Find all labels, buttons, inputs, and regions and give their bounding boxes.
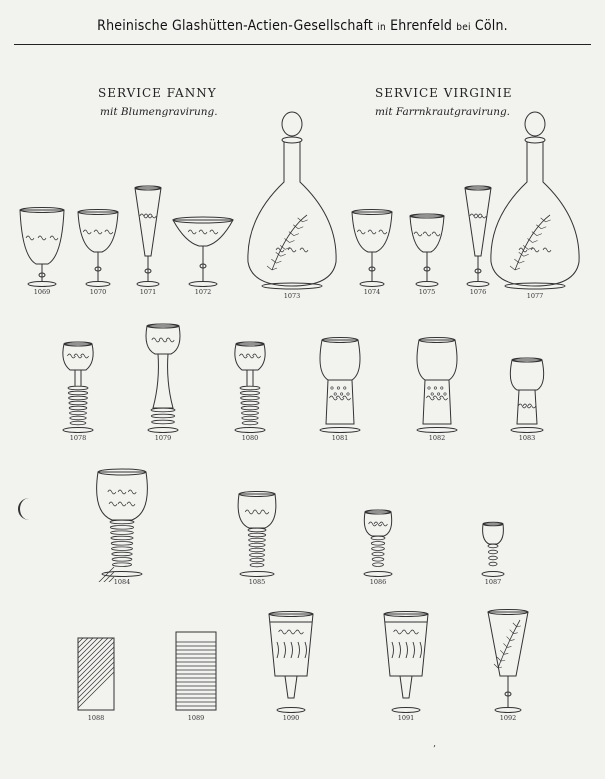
item-number-1076: 1076 [469, 288, 487, 296]
company-name: Rheinische Glashütten-Actien-Gesellschaft [97, 18, 374, 34]
item-number-1070: 1070 [89, 288, 107, 296]
glass-1072-illustration [173, 217, 233, 287]
item-number-1087: 1087 [484, 578, 502, 586]
glass-1077-illustration [491, 112, 579, 289]
glass-1089-illustration [176, 632, 216, 710]
glass-1084-illustration [97, 469, 148, 577]
item-number-1090: 1090 [282, 714, 300, 722]
item-number-1079: 1079 [154, 434, 172, 442]
glass-1092-illustration [488, 610, 528, 713]
glass-1069-illustration [20, 208, 64, 287]
item-number-1069: 1069 [33, 288, 51, 296]
glass-1071-illustration [135, 186, 161, 287]
glass-1081-illustration [320, 338, 360, 433]
header-place: Ehrenfeld [390, 18, 453, 34]
glass-1075-illustration [410, 214, 444, 287]
header-bei: bei [456, 22, 471, 33]
item-number-1083: 1083 [518, 434, 536, 442]
item-number-1073: 1073 [283, 292, 301, 300]
service-fanny-subtitle: mit Blumengravirung. [100, 106, 218, 118]
glass-1088-illustration [66, 567, 126, 750]
item-number-1082: 1082 [428, 434, 446, 442]
glass-1079-illustration [146, 324, 180, 433]
glass-1074-illustration [352, 210, 392, 287]
item-number-1085: 1085 [248, 578, 266, 586]
item-number-1089: 1089 [187, 714, 205, 722]
glass-1086-illustration [364, 510, 392, 577]
service-fanny-title: SERVICE FANNY [98, 86, 217, 100]
service-virginie-title: SERVICE VIRGINIE [375, 86, 513, 100]
glass-1083-illustration [510, 358, 543, 433]
glass-1082-illustration [417, 338, 457, 433]
item-number-1071: 1071 [139, 288, 157, 296]
item-number-1084: 1084 [113, 578, 131, 586]
item-number-1091: 1091 [397, 714, 415, 722]
header-city: Cöln. [474, 18, 508, 34]
glass-1078-illustration [63, 342, 93, 433]
glass-1080-illustration [235, 342, 265, 433]
glass-1073-illustration [248, 112, 336, 289]
item-number-1077: 1077 [526, 292, 544, 300]
item-number-1092: 1092 [499, 714, 517, 722]
page-speck: ’ [433, 745, 436, 755]
item-number-1086: 1086 [369, 578, 387, 586]
glass-1090-illustration [269, 612, 313, 713]
item-number-1080: 1080 [241, 434, 259, 442]
header-in: in [377, 22, 386, 33]
glass-1076-illustration [465, 186, 491, 287]
item-number-1075: 1075 [418, 288, 436, 296]
service-virginie-subtitle: mit Farrnkrautgravirung. [375, 106, 511, 118]
item-number-1072: 1072 [194, 288, 212, 296]
item-number-1081: 1081 [331, 434, 349, 442]
item-number-1074: 1074 [363, 288, 381, 296]
item-number-1078: 1078 [69, 434, 87, 442]
glass-1091-illustration [384, 612, 428, 713]
glass-1087-illustration [482, 522, 504, 576]
glass-1085-illustration [238, 492, 276, 577]
glass-1070-illustration [78, 210, 118, 287]
item-number-1088: 1088 [87, 714, 105, 722]
